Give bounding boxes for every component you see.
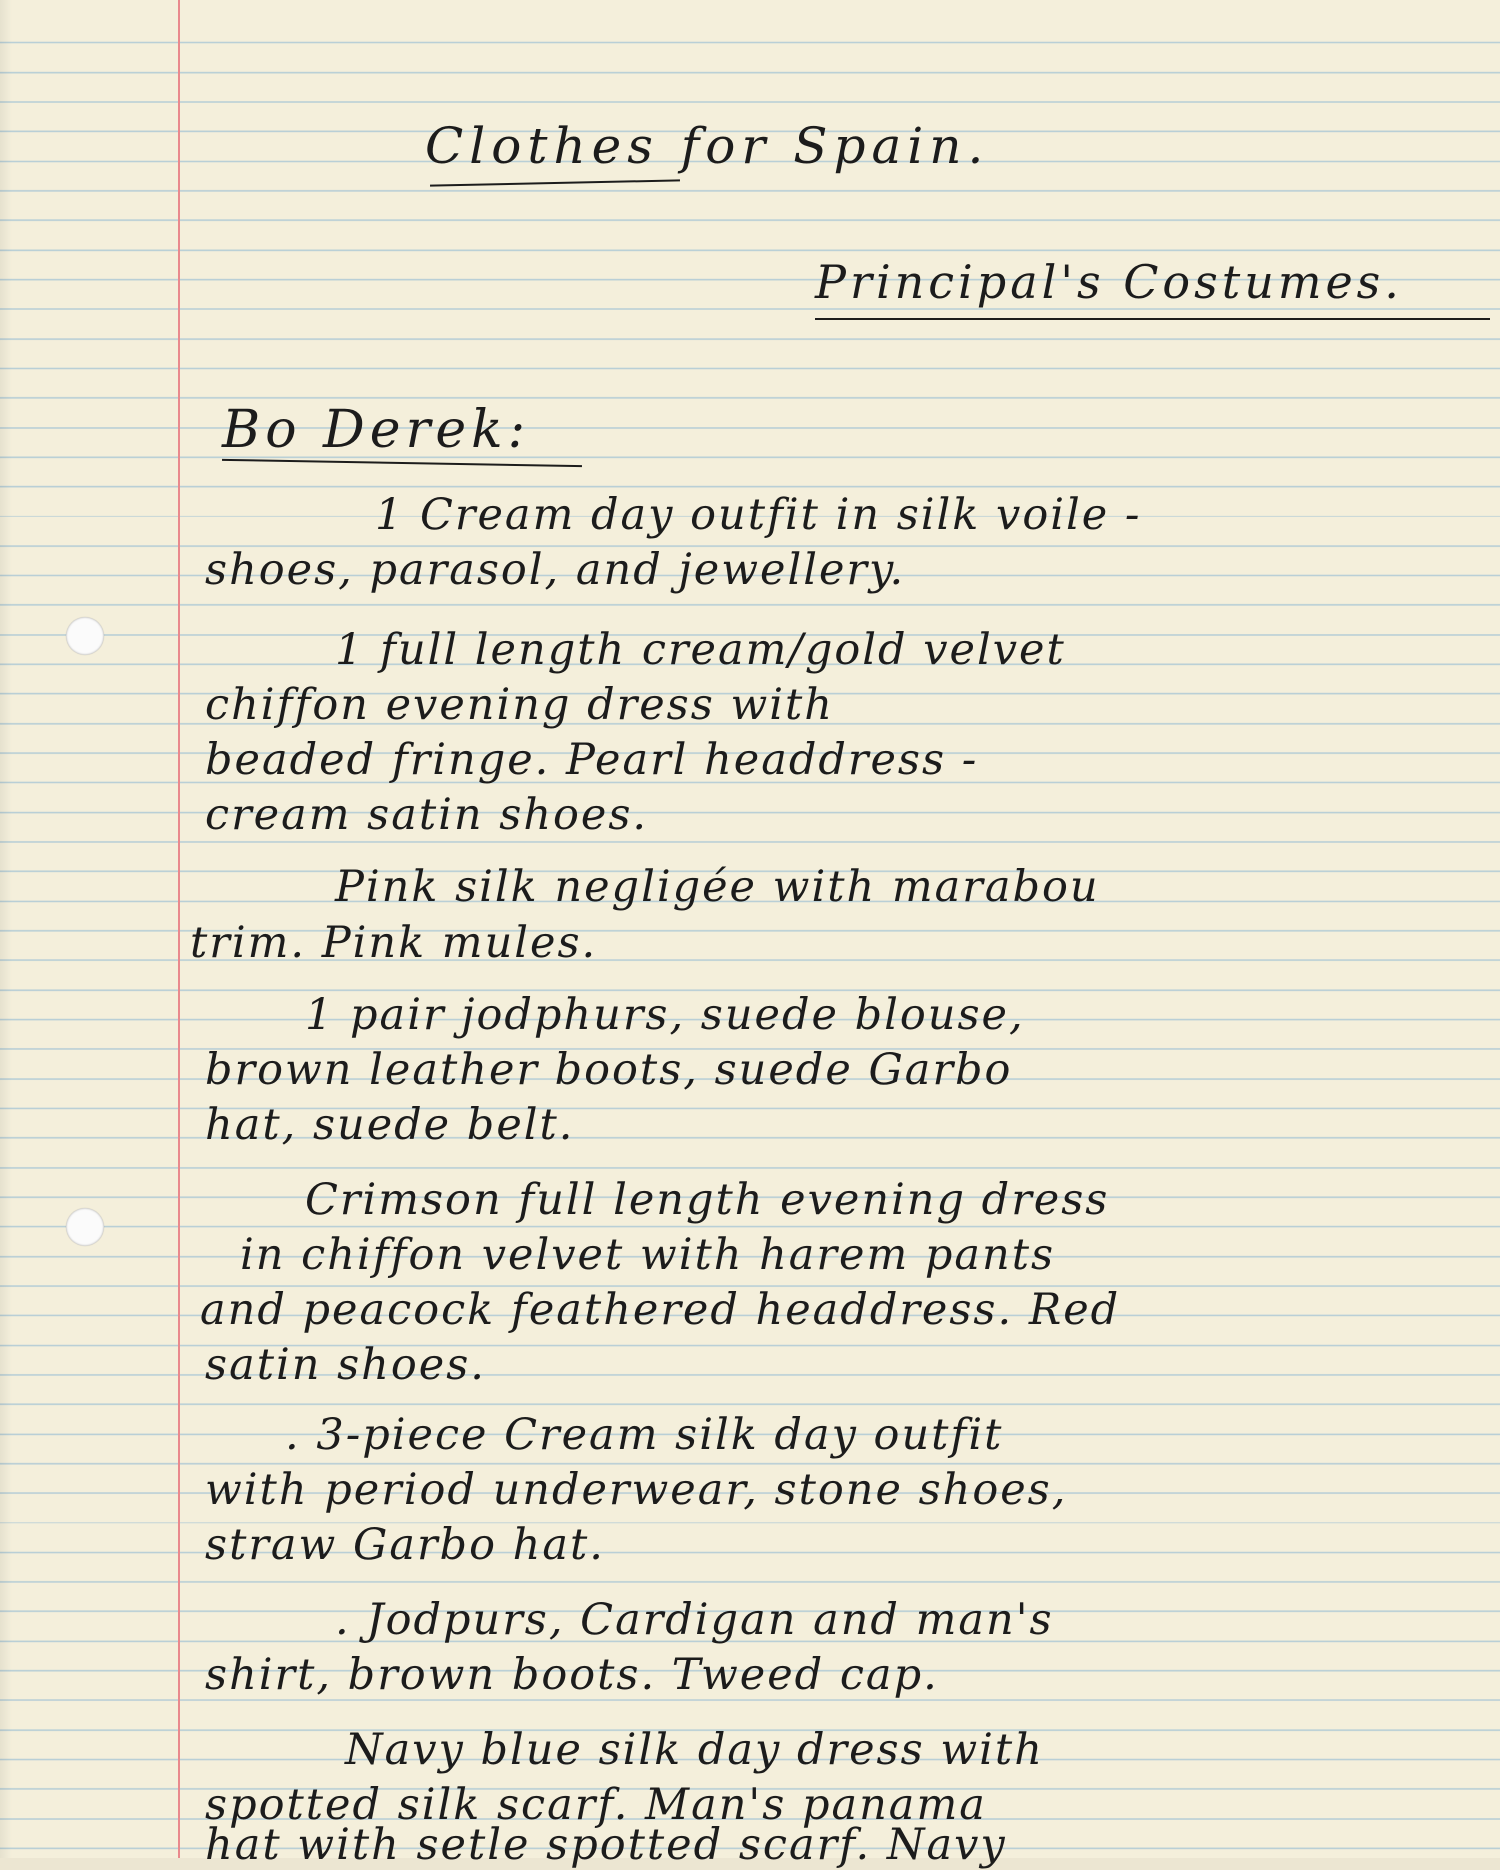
text-line: shirt, brown boots. Tweed cap. <box>205 1650 939 1700</box>
text-line: and peacock feathered headdress. Red <box>200 1285 1121 1335</box>
text-line: cream satin shoes. <box>205 790 649 840</box>
text-line: hat with setle spotted scarf. Navy <box>205 1820 1007 1870</box>
text-line: 1 pair jodphurs, suede blouse, <box>305 990 1025 1040</box>
text-line: shoes, parasol, and jewellery. <box>205 545 906 595</box>
text-line: spotted silk scarf. Man's panama <box>205 1780 987 1830</box>
subtitle-underline <box>815 318 1490 320</box>
name-heading: Bo Derek: <box>222 400 531 460</box>
text-line: 1 Cream day outfit in silk voile - <box>375 490 1142 540</box>
page-title: Clothes for Spain. <box>425 117 990 175</box>
text-line: chiffon evening dress with <box>205 680 834 730</box>
text-line: Pink silk negligée with marabou <box>335 862 1100 912</box>
text-line: . Jodpurs, Cardigan and man's <box>335 1595 1054 1645</box>
text-line: beaded fringe. Pearl headdress - <box>205 735 979 785</box>
text-line: in chiffon velvet with harem pants <box>240 1230 1056 1280</box>
text-line: straw Garbo hat. <box>205 1520 605 1570</box>
text-line: Navy blue silk day dress with <box>345 1725 1044 1775</box>
text-line: hat, suede belt. <box>205 1100 575 1150</box>
margin-rule <box>178 0 180 1858</box>
punch-hole-upper <box>66 617 104 655</box>
text-line: Crimson full length evening dress <box>305 1175 1110 1225</box>
text-line: trim. Pink mules. <box>190 918 598 968</box>
punch-hole-lower <box>66 1208 104 1246</box>
page-subtitle: Principal's Costumes. <box>815 255 1403 309</box>
text-line: 1 full length cream/gold velvet <box>335 625 1066 675</box>
text-line: brown leather boots, suede Garbo <box>205 1045 1013 1095</box>
name-underline <box>222 459 582 467</box>
text-line: . 3-piece Cream silk day outfit <box>285 1410 1004 1460</box>
text-line: satin shoes. <box>205 1340 486 1390</box>
text-line: with period underwear, stone shoes, <box>205 1465 1068 1515</box>
title-underline <box>430 179 680 186</box>
